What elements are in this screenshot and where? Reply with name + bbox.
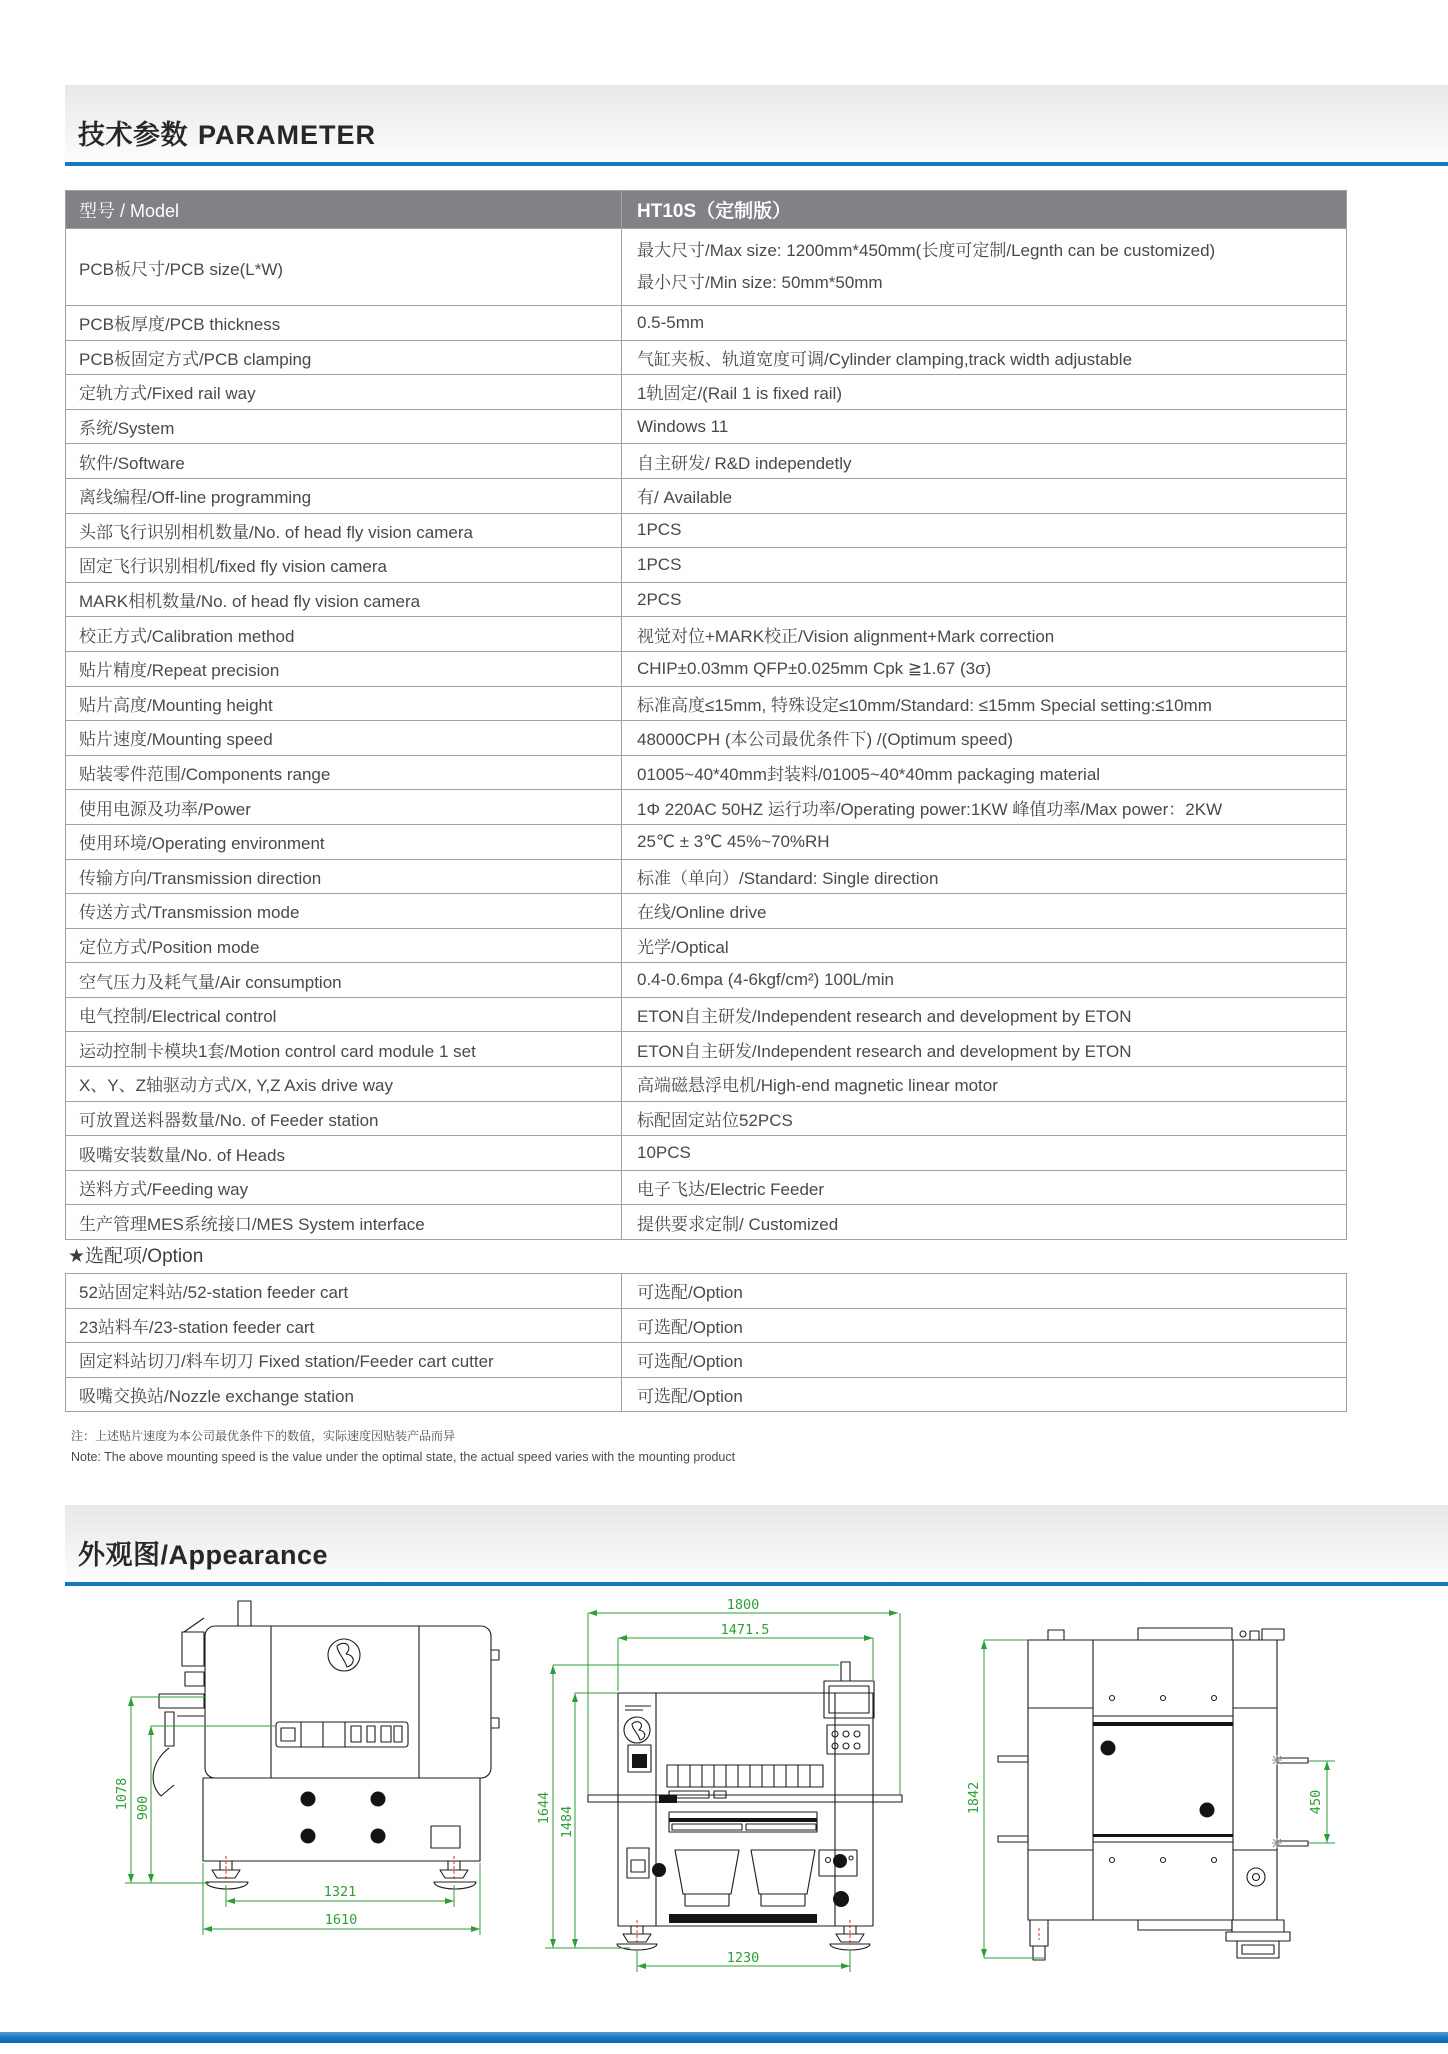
param-label: 离线编程/Off-line programming	[66, 478, 622, 513]
front-view-machine-outline	[588, 1662, 902, 1950]
param-value: ETON自主研发/Independent research and development by ETON	[622, 997, 1347, 1032]
param-value: ETON自主研发/Independent research and development by ETON	[622, 1032, 1347, 1067]
param-label: 运动控制卡模块1套/Motion control card module 1 set	[66, 1032, 622, 1067]
parameter-title-zh: 技术参数	[78, 120, 188, 150]
option-row	[66, 1308, 1347, 1343]
model-label: 型号 / Model	[66, 191, 622, 229]
table-row	[66, 375, 1347, 410]
option-label: 23站料车/23-station feeder cart	[66, 1308, 622, 1343]
table-row	[66, 340, 1347, 375]
footnote-en: Note: The above mounting speed is the value under the optimal state, the actual speed varies with the mounting product	[71, 1450, 736, 1464]
param-value: 01005~40*40mm封装料/01005~40*40mm packaging material	[622, 755, 1347, 790]
param-value: 10PCS	[622, 1136, 1347, 1171]
front-dim-height-body: 1484	[559, 1805, 575, 1839]
table-row	[66, 478, 1347, 513]
param-label: X、Y、Z轴驱动方式/X, Y,Z Axis drive way	[66, 1067, 622, 1102]
side-view-foot-centerlines	[226, 1856, 454, 1880]
param-label: PCB板厚度/PCB thickness	[66, 306, 622, 341]
param-value: 标配固定站位52PCS	[622, 1101, 1347, 1136]
top-view-drawing	[960, 1598, 1448, 2052]
param-value: 有/ Available	[622, 478, 1347, 513]
appearance-drawings	[80, 1598, 1448, 2033]
option-value: 可选配/Option	[622, 1274, 1347, 1309]
param-label: 贴片高度/Mounting height	[66, 686, 622, 721]
front-dim-width-body: 1471.5	[720, 1622, 770, 1638]
option-value: 可选配/Option	[622, 1308, 1347, 1343]
side-view-dimensions	[125, 1697, 480, 1935]
param-value: 光学/Optical	[622, 928, 1347, 963]
side-dim-height-base: 900	[135, 1795, 151, 1821]
param-label: 定位方式/Position mode	[66, 928, 622, 963]
model-value: HT10S（定制版）	[622, 191, 1347, 229]
table-row	[66, 513, 1347, 548]
table-header-row	[66, 191, 1347, 229]
param-label: 定轨方式/Fixed rail way	[66, 375, 622, 410]
param-value: 0.4-0.6mpa (4-6kgf/cm²) 100L/min	[622, 963, 1347, 998]
param-label: 软件/Software	[66, 444, 622, 479]
table-row	[66, 790, 1347, 825]
param-value: 气缸夹板、轨道宽度可调/Cylinder clamping,track width adjustable	[622, 340, 1347, 375]
param-label: 贴片精度/Repeat precision	[66, 651, 622, 686]
option-label: 52站固定料站/52-station feeder cart	[66, 1274, 622, 1309]
table-row	[66, 859, 1347, 894]
table-row	[66, 824, 1347, 859]
table-row	[66, 963, 1347, 998]
option-value: 可选配/Option	[622, 1377, 1347, 1412]
option-label: 固定料站切刀/料车切刀 Fixed station/Feeder cart cutter	[66, 1343, 622, 1378]
appearance-section-band	[65, 1505, 1448, 1586]
param-value-line1: 最大尺寸/Max size: 1200mm*450mm(长度可定制/Legnth can be customized)	[637, 241, 1216, 260]
top-view-dimensions	[984, 1640, 1335, 1958]
side-view-machine-outline	[153, 1601, 499, 1889]
param-value: 1轨固定/(Rail 1 is fixed rail)	[622, 375, 1347, 410]
front-dim-feet-span: 1230	[726, 1950, 760, 1966]
param-value: 1Φ 220AC 50HZ 运行功率/Operating power:1KW 峰值功率/Max power：2KW	[622, 790, 1347, 825]
table-row	[66, 928, 1347, 963]
param-label: 可放置送料器数量/No. of Feeder station	[66, 1101, 622, 1136]
side-dim-width-overall: 1610	[324, 1912, 358, 1928]
param-label: 电气控制/Electrical control	[66, 997, 622, 1032]
front-view-foot-centerlines	[637, 1920, 850, 1943]
param-label: 使用电源及功率/Power	[66, 790, 622, 825]
param-label: PCB板尺寸/PCB size(L*W)	[66, 229, 622, 306]
param-label: 固定飞行识别相机/fixed fly vision camera	[66, 548, 622, 583]
param-label: PCB板固定方式/PCB clamping	[66, 340, 622, 375]
option-label: 吸嘴交换站/Nozzle exchange station	[66, 1377, 622, 1412]
param-value: 自主研发/ R&D independetly	[622, 444, 1347, 479]
top-view-machine-outline	[998, 1628, 1308, 1960]
top-view-dark-details	[1093, 1722, 1233, 1837]
table-row	[66, 755, 1347, 790]
param-label: 校正方式/Calibration method	[66, 617, 622, 652]
table-row	[66, 721, 1347, 756]
front-dim-width-overall: 1800	[726, 1598, 760, 1613]
param-value: 48000CPH (本公司最优条件下) /(Optimum speed)	[622, 721, 1347, 756]
front-dim-height-overall: 1644	[536, 1791, 552, 1825]
param-label: 使用环境/Operating environment	[66, 824, 622, 859]
param-value: 在线/Online drive	[622, 894, 1347, 929]
option-section-title: ★选配项/Option	[68, 1246, 204, 1267]
parameter-table	[65, 190, 1347, 1240]
footnote	[71, 1426, 735, 1468]
table-row	[66, 1067, 1347, 1102]
table-row	[66, 306, 1347, 341]
footer-accent-bar	[0, 2032, 1448, 2043]
param-value: 视觉对位+MARK校正/Vision alignment+Mark correction	[622, 617, 1347, 652]
side-view-drawing	[85, 1598, 545, 2022]
table-row	[66, 1101, 1347, 1136]
table-row	[66, 1170, 1347, 1205]
side-dim-feet-span: 1321	[323, 1884, 357, 1900]
table-row	[66, 617, 1347, 652]
appearance-section-title: 外观图/Appearance	[78, 1540, 329, 1570]
param-value-line2: 最小尺寸/Min size: 50mm*50mm	[637, 273, 883, 292]
table-row	[66, 997, 1347, 1032]
param-value: CHIP±0.03mm QFP±0.025mm Cpk ≧1.67 (3σ)	[622, 651, 1347, 686]
option-table	[65, 1273, 1347, 1412]
param-label: 送料方式/Feeding way	[66, 1170, 622, 1205]
param-value: 25℃ ± 3℃ 45%~70%RH	[622, 824, 1347, 859]
table-row	[66, 582, 1347, 617]
param-value: 2PCS	[622, 582, 1347, 617]
param-label: 空气压力及耗气量/Air consumption	[66, 963, 622, 998]
param-label: 传送方式/Transmission mode	[66, 894, 622, 929]
param-value: 电子飞达/Electric Feeder	[622, 1170, 1347, 1205]
param-label: 吸嘴安装数量/No. of Heads	[66, 1136, 622, 1171]
table-row	[66, 1032, 1347, 1067]
param-label: 生产管理MES系统接口/MES System interface	[66, 1205, 622, 1240]
param-value: 标准高度≤15mm, 特殊设定≤10mm/Standard: ≤15mm Special setting:≤10mm	[622, 686, 1347, 721]
param-value: 1PCS	[622, 548, 1347, 583]
param-value: Windows 11	[622, 409, 1347, 444]
table-row	[66, 894, 1347, 929]
top-dim-depth-overall: 1842	[966, 1781, 982, 1815]
brand-logo-mark	[624, 1717, 650, 1743]
table-row	[66, 1205, 1347, 1240]
table-row	[66, 444, 1347, 479]
param-label: 贴片速度/Mounting speed	[66, 721, 622, 756]
param-label: 系统/System	[66, 409, 622, 444]
parameter-title-en: PARAMETER	[198, 120, 377, 150]
table-row	[66, 1136, 1347, 1171]
param-label: 贴装零件范围/Components range	[66, 755, 622, 790]
param-label: 传输方向/Transmission direction	[66, 859, 622, 894]
parameter-section-title	[78, 113, 376, 152]
option-row	[66, 1343, 1347, 1378]
brand-logo-mark	[328, 1639, 360, 1671]
footnote-zh: 注：上述贴片速度为本公司最优条件下的数值，实际速度因贴装产品而异	[71, 1429, 456, 1443]
table-row	[66, 548, 1347, 583]
option-row	[66, 1377, 1347, 1412]
param-value	[622, 229, 1347, 306]
param-label: 头部飞行识别相机数量/No. of head fly vision camera	[66, 513, 622, 548]
param-label: MARK相机数量/No. of head fly vision camera	[66, 582, 622, 617]
top-dim-rail-width: 450	[1308, 1789, 1324, 1815]
side-dim-height-overall: 1078	[114, 1777, 130, 1811]
parameter-section-band	[65, 85, 1448, 166]
option-row	[66, 1274, 1347, 1309]
option-value: 可选配/Option	[622, 1343, 1347, 1378]
table-row	[66, 409, 1347, 444]
table-row	[66, 686, 1347, 721]
table-row	[66, 651, 1347, 686]
table-row	[66, 229, 1347, 306]
param-value: 1PCS	[622, 513, 1347, 548]
param-value: 高端磁悬浮电机/High-end magnetic linear motor	[622, 1067, 1347, 1102]
param-value: 标准（单向）/Standard: Single direction	[622, 859, 1347, 894]
front-view-dark-details	[632, 1754, 849, 1923]
param-value: 0.5-5mm	[622, 306, 1347, 341]
param-value: 提供要求定制/ Customized	[622, 1205, 1347, 1240]
side-view-vent-holes	[301, 1792, 386, 1844]
